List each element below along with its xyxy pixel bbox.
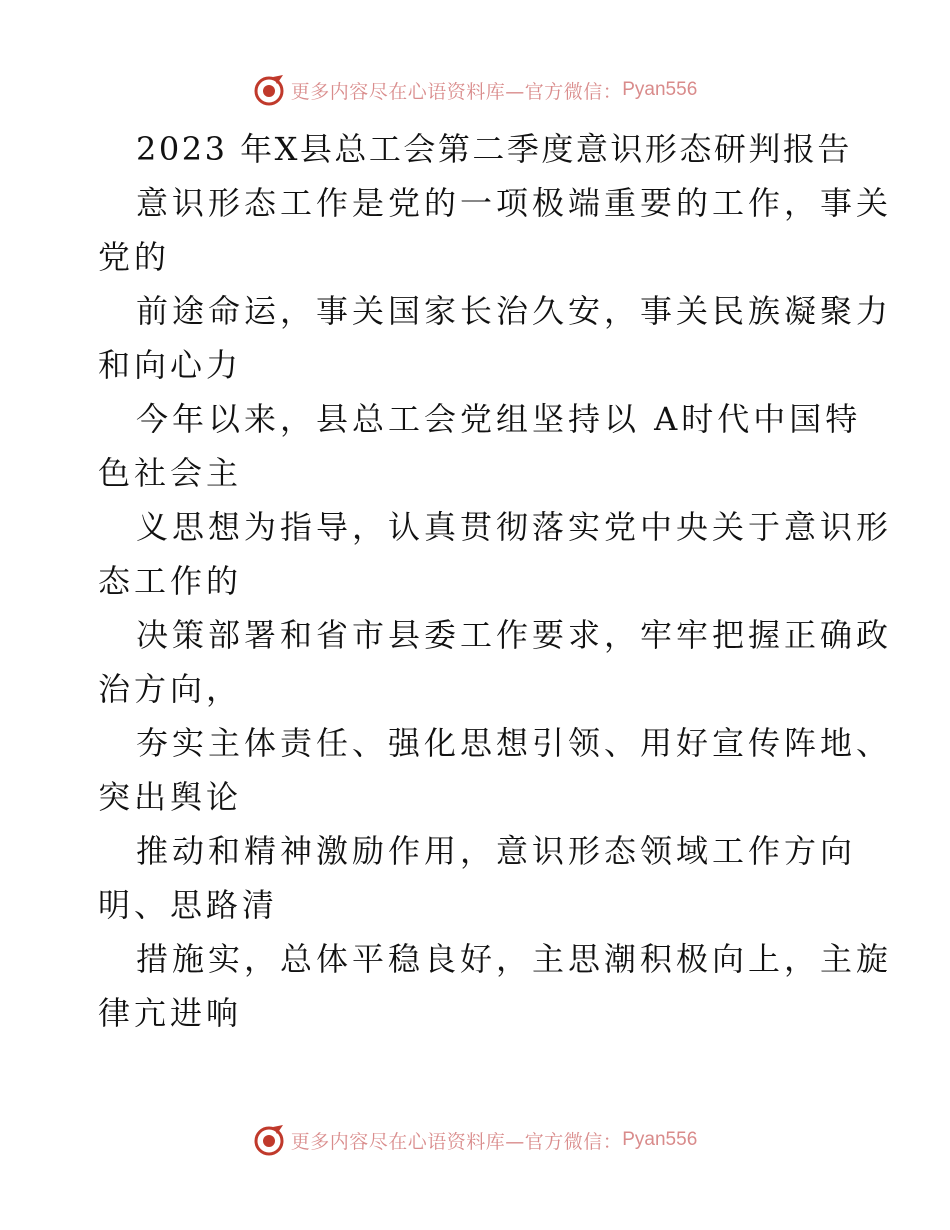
paragraph-lines	[98, 176, 893, 1040]
text-line: 夯实主体责任、强化思想引领、用好宣传阵地、	[136, 724, 893, 762]
text-line: 色社会主	[98, 454, 243, 492]
text-line: 今年以来，县总工会党组坚持以 A时代中国特	[136, 400, 862, 438]
text-line: 和向心力	[98, 346, 243, 384]
watermark-footer	[0, 1120, 950, 1160]
text-line: 决策部署和省市县委工作要求，牢牢把握正确政	[136, 616, 893, 654]
watermark-wechat-id: Pyan556	[622, 1129, 698, 1150]
text-line: 意识形态工作是党的一项极端重要的工作，事关	[136, 184, 893, 222]
document-title: 2023 年X县总工会第二季度意识形态研判报告	[136, 130, 852, 168]
text-line: 律亢进响	[98, 994, 243, 1032]
watermark-wechat-id: Pyan556	[622, 79, 698, 100]
quill-seal-icon	[253, 1124, 285, 1156]
text-line: 措施实，总体平稳良好，主思潮积极向上，主旋	[136, 940, 893, 978]
watermark-header	[0, 70, 950, 110]
text-line: 治方向，	[98, 670, 243, 708]
text-line: 明、思路清	[98, 886, 279, 924]
quill-seal-icon	[253, 74, 285, 106]
text-line: 突出舆论	[98, 778, 243, 816]
text-line: 前途命运，事关国家长治久安，事关民族凝聚力	[136, 292, 893, 330]
watermark-text: 更多内容尽在心语资料库—官方微信：	[290, 80, 623, 103]
text-line: 党的	[98, 238, 171, 276]
document-body	[98, 122, 893, 1040]
text-line: 推动和精神激励作用，意识形态领域工作方向	[136, 832, 857, 870]
watermark-text: 更多内容尽在心语资料库—官方微信：	[290, 1130, 623, 1153]
text-line: 态工作的	[98, 562, 243, 600]
text-line: 义思想为指导，认真贯彻落实党中央关于意识形	[136, 508, 893, 546]
